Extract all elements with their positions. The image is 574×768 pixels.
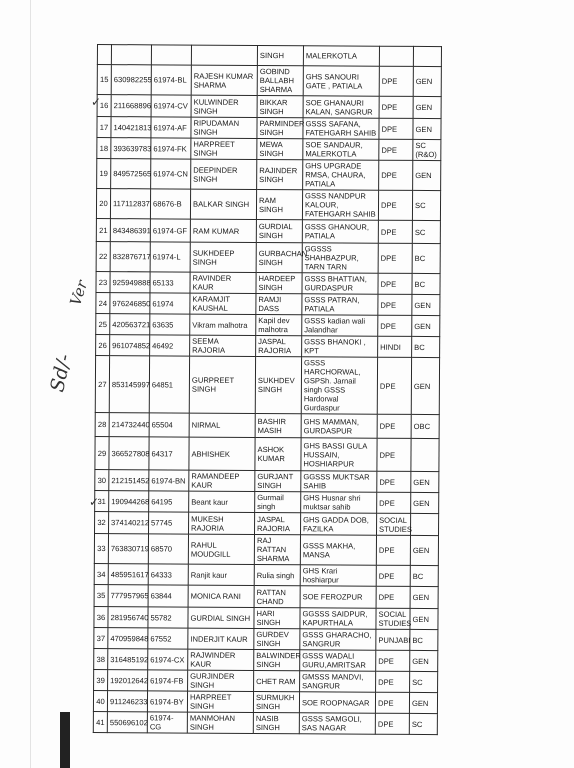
category-cell: GEN [410,608,438,629]
subject-cell: DPE [377,357,411,414]
sn-cell: 38 [94,648,108,669]
roll-number-cell: 140421813 [111,117,151,138]
father-name-cell: RAJINDER SINGH [257,159,303,189]
candidate-name-cell: NIRMAL [189,413,255,437]
registration-cell: 67552 [148,628,188,649]
sn-cell: 34 [94,563,108,584]
subject-cell: DPE [378,294,412,315]
table-row [97,65,441,97]
subject-cell: DPE [376,671,410,692]
father-name-cell: HARI SINGH [254,607,300,628]
sn-cell: 30 [95,469,109,490]
father-name-cell: Kapil dev malhotra [256,314,302,335]
roll-number-cell: 853145997 [109,356,149,413]
registration-cell: 63635 [150,314,190,335]
sn-cell: 20 [96,189,110,219]
table-row [94,533,438,565]
candidate-name-cell: GURJINDER SINGH [188,670,254,691]
table-row [96,271,440,294]
roll-number-cell: 393639783 [111,138,151,159]
subject-cell: DPE [378,243,412,273]
subject-cell: HINDI [378,336,412,357]
subject-cell: DPE [379,96,413,118]
candidate-name-cell: MANMOHAN SINGH [187,712,253,733]
roll-number-cell: 117112837 [110,189,150,219]
registration-cell: 61974-BL [151,65,191,95]
table-row [95,412,439,438]
subject-cell: DPE [377,471,411,492]
table-row [95,355,439,414]
father-name-cell: GURDIAL SINGH [256,219,302,242]
registration-cell: 61974-L [150,242,190,272]
father-name-cell: JASPAL RAJORIA [255,512,301,534]
candidate-name-cell: GURPREET SINGH [189,356,255,413]
category-cell: GEN [410,650,438,671]
table-row [96,218,440,243]
category-cell: GEN [410,535,438,565]
candidate-name-cell: SUKHDEEP SINGH [190,242,256,272]
sn-cell: 32 [95,511,109,533]
father-name-cell: ASHOK KUMAR [255,437,301,470]
category-cell: GEN [413,160,441,190]
table-row [96,292,440,315]
father-name-cell: BIKKAR SINGH [257,95,303,117]
school-cell: GHS SANOURI GATE , PATIALA [303,66,379,96]
sn-cell: 37 [94,627,108,648]
candidate-name-cell: INDERJIT KAUR [188,628,254,649]
table-row [94,584,438,608]
father-name-cell: GURBACHAN SINGH [256,242,302,272]
sn-cell: 24 [96,292,110,313]
registration-cell: 61974-CN [151,159,191,189]
roll-number-cell: 911246233 [107,691,147,712]
candidate-name-cell: DEEPINDER SINGH [191,159,257,189]
category-cell: SC [410,671,438,692]
category-cell: GEN [411,357,439,414]
school-cell: GMSSS MANDVI, SANGRUR [300,671,376,692]
registration-cell: 46492 [150,335,190,356]
registration-cell: 65133 [150,272,190,293]
father-name-cell: RATTAN CHAND [254,585,300,607]
sn-cell: 18 [97,138,111,159]
registration-cell: 57745 [149,512,189,534]
roll-number-cell: 192012642 [108,670,148,691]
father-name-cell: NASIB SINGH [253,712,299,733]
father-name-cell: PARMINDER SINGH [257,117,303,138]
category-cell: OBC [411,414,439,438]
sn-cell: 33 [94,533,108,563]
registration-cell: 68676-B [150,189,190,219]
subject-cell: DPE [379,160,413,190]
candidate-table [93,44,442,735]
handwritten-initials-mark: Ver [66,278,92,308]
father-name-cell: SURMUKH SINGH [253,691,299,712]
sn-cell: 27 [95,355,109,412]
subject-cell: DPE [379,66,413,96]
sn-cell: 29 [95,436,109,469]
school-cell: GSSS BHATTIAN, GURDASPUR [302,273,378,294]
school-cell: GHS UPGRADE RMSA, CHAURA, PATIALA [303,160,379,190]
category-cell: BC [412,273,440,294]
roll-number-cell: 420563721 [110,314,150,335]
sn-cell: 35 [94,584,108,606]
candidate-name-cell: HARPREET SINGH [187,691,253,712]
subject-cell: DPE [377,414,411,438]
father-name-cell: BASHIR MASIH [255,413,301,437]
registration-cell: 55782 [148,607,188,628]
father-name-cell: Gurmail singh [255,491,301,512]
subject-cell: SOCIAL STUDIES [376,608,410,629]
school-cell: GSSS PATRAN, PATIALA [302,294,378,315]
table-row [96,313,440,336]
registration-cell: 65504 [149,413,189,437]
sn-cell: 31 [95,490,109,511]
category-cell: GEN [413,66,441,96]
registration-cell: 61974-BY [147,691,187,712]
sn-cell: 15 [97,65,111,95]
roll-number-cell: 211668896 [111,95,151,117]
school-cell: GSSS GHANOUR, PATIALA [302,220,378,243]
candidate-name-cell: Beant kaur [189,491,255,512]
subject-cell: DPE [378,220,412,243]
candidate-name-cell: RAMANDEEP KAUR [189,470,255,491]
subject-cell: DPE [378,190,412,220]
category-cell: GEN [409,692,437,713]
tick-mark-row-16: ✓ [91,95,102,109]
school-cell: GHS MAMMAN, GURDASPUR [301,414,377,438]
candidate-name-cell: RAJWINDER KAUR [188,649,254,670]
subject-cell: DPE [376,565,410,586]
sn-cell: 22 [96,241,110,271]
father-name-cell: JASPAL RAJORIA [256,335,302,356]
subject-cell: SOCIAL STUDIES [377,513,411,535]
candidate-name-cell: BALKAR SINGH [190,189,256,219]
subject-cell: DPE [377,492,411,513]
candidate-name-cell: KARAMJIT KAUSHAL [190,293,256,314]
table-row [95,436,439,471]
table-row [94,669,438,692]
roll-number-cell: 777957965 [108,585,148,607]
school-cell: GSSS MAKHA, MANSA [300,535,376,565]
roll-number-cell: 763830719 [108,534,148,564]
sn-cell: 28 [95,412,109,436]
roll-number-cell: 316485192 [108,649,148,670]
category-cell: GEN [411,492,439,513]
candidate-name-cell: RAM KUMAR [190,219,256,242]
school-cell: SOE FEROZPUR [300,586,376,608]
school-cell: SOE SANDAUR, MALERKOTLA [303,139,379,160]
table-row [97,117,441,140]
father-name-cell: RAJ RATTAN SHARMA [254,534,300,564]
category-cell [411,438,439,471]
table-row [95,511,439,535]
roll-number-cell: 190944268 [109,491,149,512]
subject-cell: DPE [376,586,410,608]
candidate-name-cell: RAVINDER KAUR [190,272,256,293]
roll-number-cell: 961074852 [110,335,150,356]
sn-cell: 23 [96,271,110,292]
table-row [93,711,437,734]
roll-number-cell: 374140212 [109,512,149,534]
school-cell: GGSSS MUKTSAR SAHIB [301,471,377,492]
category-cell: GEN [412,315,440,336]
candidate-name-cell: Ranjit kaur [188,564,254,585]
table-row [93,690,437,713]
registration-cell: 63844 [148,585,188,607]
candidate-name-cell: MONICA RANI [188,585,254,607]
sn-cell: 40 [93,690,107,711]
candidate-name-cell: RIPUDAMAN SINGH [191,117,257,138]
table-row [94,563,438,586]
category-cell: SC [412,190,440,220]
handwritten-signature: Sd/- [46,352,76,394]
table-row [96,334,440,357]
candidate-name-cell: MUKESH RAJORIA [189,512,255,534]
school-cell: GSSS kadian wali Jalandhar [302,315,378,336]
registration-cell: 64333 [148,564,188,585]
school-cell: GHS BASSI GULA HUSSAIN, HOSHIARPUR [301,438,377,471]
subject-cell: DPE [379,118,413,139]
category-cell [411,513,439,535]
registration-cell: 61974 [150,293,190,314]
page-edge-shadow [30,0,31,768]
roll-number-cell: 832876717 [110,242,150,272]
category-cell: GEN [412,294,440,315]
category-cell: SC [409,713,437,734]
table-row [96,189,440,221]
registration-cell: 61974-CG [147,712,187,733]
school-cell: GSSS WADALI GURU,AMRITSAR [300,650,376,671]
roll-number-cell: 849572565 [111,159,151,189]
category-cell: GEN [413,118,441,139]
father-name-cell: MEWA SINGH [257,138,303,159]
school-cell: GHS GADDA DOB, FAZILKA [301,513,377,535]
candidate-name-cell: RAJESH KUMAR SHARMA [191,65,257,95]
table-row-continued [97,45,441,67]
candidate-name-cell: HARPREET SINGH [191,138,257,159]
registration-cell: 61974-GF [150,219,190,242]
registration-cell: 61974-BN [149,470,189,491]
subject-cell: DPE [378,273,412,294]
candidate-name-cell: GURDIAL SINGH [188,607,254,628]
page-corner-shadow [60,712,70,768]
registration-cell: 61974-FK [151,138,191,159]
school-cell: GSSS HARCHORWAL, GSPSh. Jarnail singh GSSS Hardorwal Gurdaspur [301,357,377,414]
category-cell: GEN [413,96,441,118]
roll-number-cell: 366527808 [109,437,149,470]
school-cell: GGSSS SAIDPUR, KAPURTHALA [300,608,376,629]
tick-mark-row-30: ✓ [89,495,100,509]
school-cell: GSSS NANDPUR KALOUR, FATEHGARH SAHIB [302,190,378,220]
school-cell: GSSS SAFANA, FATEHGARH SAHIB [303,118,379,139]
school-cell: SOE ROOPNAGAR [299,692,375,713]
subject-cell: DPE [377,438,411,471]
father-name-cell: GURDEV SINGH [254,628,300,649]
father-name-cell: GURJANT SINGH [255,470,301,491]
sn-cell: 21 [96,218,110,241]
sn-cell: 39 [94,669,108,690]
roll-number-cell: 212151452 [109,470,149,491]
father-name-cell: RAM SINGH [256,189,302,219]
table-row [97,138,441,161]
father-name-cell: BALWINDER SINGH [254,649,300,670]
registration-cell: 61974-FB [148,670,188,691]
candidate-name-cell: ABHISHEK [189,437,255,470]
table-row [95,469,439,492]
registration-cell: 64851 [149,356,189,413]
table-row [97,95,441,119]
roll-number-cell: 550696102 [107,712,147,733]
subject-cell: DPE [375,692,409,713]
subject-cell: DPE [375,713,409,734]
father-name-cell: SINGH [257,45,303,65]
roll-number-cell: 976246850 [110,293,150,314]
table-row [95,490,439,513]
roll-number-cell: 925949888 [110,272,150,293]
roll-number-cell: 485951617 [108,564,148,585]
table-row [94,606,438,629]
school-cell: GSSS SAMGOLI, SAS NAGAR [299,713,375,734]
sn-cell: 25 [96,313,110,334]
school-cell: GHS Krari hoshiarpur [300,565,376,586]
roll-number-cell: 281956740 [108,607,148,628]
candidate-name-cell: KULWINDER SINGH [191,95,257,117]
category-cell: BC [410,629,438,650]
candidate-name-cell: RAHUL MOUDGILL [188,534,254,564]
sn-cell: 41 [93,711,107,732]
sn-cell: 26 [96,334,110,355]
registration-cell: 61974-CX [148,649,188,670]
school-cell: GSSS BHANOKI , KPT [302,336,378,357]
candidate-name-cell: Vikram malhotra [190,314,256,335]
sn-cell: 19 [97,159,111,189]
roll-number-cell: 843486391 [110,219,150,242]
candidate-name-cell: SEEMA RAJORIA [190,335,256,356]
registration-cell: 61974-AF [151,117,191,138]
sn-cell: 17 [97,117,111,138]
school-cell: GHS Husnar shri muktsar sahib [301,492,377,513]
category-cell: BC [410,565,438,586]
roll-number-cell: 470959848 [108,628,148,649]
subject-cell: DPE [376,650,410,671]
table-body [93,45,441,735]
school-cell: MALERKOTLA [303,46,379,66]
father-name-cell: Rulia singh [254,564,300,585]
father-name-cell: CHET RAM [254,670,300,691]
father-name-cell: GOBIND BALLABH SHARMA [257,65,303,95]
school-cell: SOE GHANAURI KALAN, SANGRUR [303,96,379,118]
roll-number-cell: 630982255 [111,65,151,95]
table-row [94,627,438,650]
roll-number-cell: 214732440 [109,413,149,437]
father-name-cell: HARDEEP SINGH [256,272,302,293]
registration-cell: 68570 [148,534,188,564]
subject-cell: PUNJABI [376,629,410,650]
table-row [94,648,438,671]
category-cell: BC [412,336,440,357]
school-cell: GGSSS SHAHBAZPUR, TARN TARN [302,243,378,273]
school-cell: GSSS GHARACHO, SANGRUR [300,629,376,650]
table-row [96,241,440,273]
father-name-cell: RAMJI DASS [256,293,302,314]
registration-cell: 61974-CV [151,95,191,117]
category-cell: BC [412,243,440,273]
subject-cell: DPE [378,315,412,336]
father-name-cell: SUKHDEV SINGH [255,356,301,413]
category-cell: GEN [410,586,438,608]
category-cell: SC (R&O) [413,139,441,160]
category-cell: SC [412,220,440,243]
sn-cell: 16 [97,95,111,117]
registration-cell: 64317 [149,437,189,470]
registration-cell: 64195 [149,491,189,512]
category-cell: GEN [411,471,439,492]
subject-cell: DPE [379,139,413,160]
subject-cell: DPE [376,535,410,565]
table-row [97,159,441,191]
sn-cell: 36 [94,606,108,627]
